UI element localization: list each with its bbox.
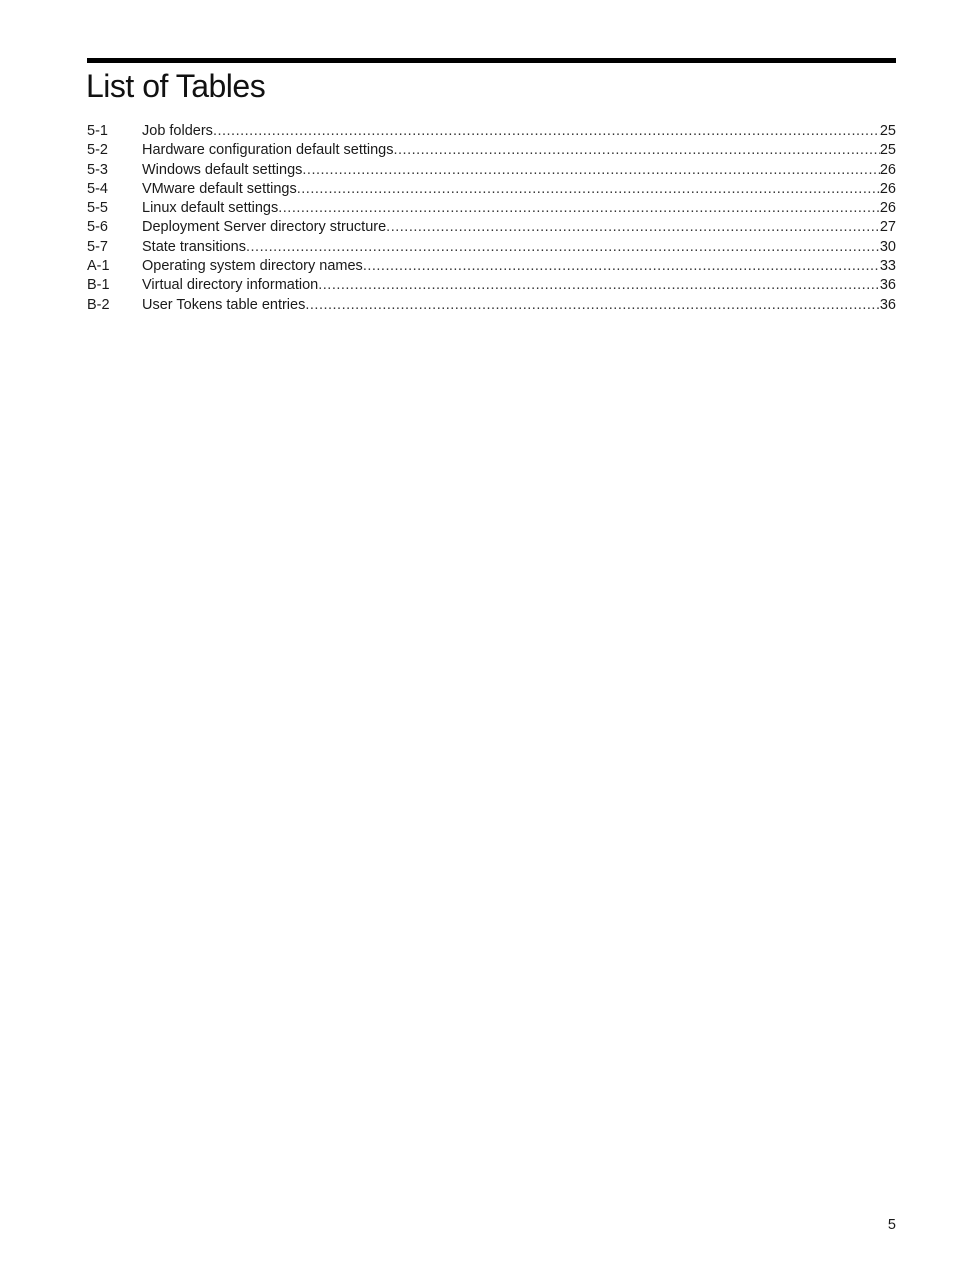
- dot-leader: [302, 161, 879, 180]
- toc-entry-page: 26: [879, 180, 896, 197]
- page-number: 5: [887, 1217, 896, 1233]
- toc-entry-label: VMware default settings: [142, 180, 297, 197]
- dot-leader: [246, 238, 880, 257]
- toc-entry-page: 33: [879, 258, 896, 275]
- toc-entry-number: 5-5: [87, 200, 108, 217]
- dot-leader: [393, 141, 879, 160]
- toc-entry-5-5[interactable]: [87, 199, 896, 218]
- list-of-tables: [87, 122, 896, 315]
- toc-entry-5-4[interactable]: [87, 180, 896, 199]
- dot-leader: [278, 199, 880, 218]
- toc-entry-page: 26: [879, 161, 896, 178]
- toc-entry-page: 27: [879, 219, 896, 236]
- toc-entry-5-2[interactable]: [87, 141, 896, 160]
- toc-entry-number: 5-3: [87, 161, 108, 178]
- toc-entry-label: Virtual directory information: [142, 277, 319, 294]
- toc-entry-5-1[interactable]: [87, 122, 896, 141]
- page-title: List of Tables: [86, 68, 266, 104]
- toc-entry-b-2[interactable]: [87, 296, 896, 315]
- toc-entry-label: Windows default settings: [142, 161, 303, 178]
- toc-entry-number: A-1: [87, 258, 110, 275]
- toc-entry-label: Hardware configuration default settings: [142, 142, 394, 159]
- toc-entry-label: Job folders: [142, 123, 213, 139]
- toc-entry-label: Deployment Server directory structure: [142, 219, 387, 236]
- dot-leader: [305, 296, 880, 315]
- toc-entry-page: 30: [879, 238, 896, 255]
- toc-entry-number: 5-7: [87, 238, 108, 255]
- toc-entry-label: Linux default settings: [142, 200, 279, 217]
- toc-entry-number: 5-4: [87, 180, 108, 197]
- toc-entry-page: 36: [879, 296, 896, 313]
- toc-entry-label: Operating system directory names: [142, 258, 363, 275]
- toc-entry-number: B-1: [87, 277, 110, 294]
- toc-entry-b-1[interactable]: [87, 276, 896, 295]
- dot-leader: [318, 276, 880, 295]
- toc-entry-number: 5-2: [87, 142, 108, 159]
- toc-entry-number: 5-6: [87, 219, 108, 236]
- toc-entry-number: B-2: [87, 296, 110, 313]
- dot-leader: [297, 180, 880, 199]
- toc-entry-page: 25: [879, 123, 896, 139]
- toc-entry-label: User Tokens table entries: [142, 296, 306, 313]
- toc-entry-label: State transitions: [142, 238, 246, 255]
- toc-entry-page: 25: [879, 142, 896, 159]
- toc-entry-5-7[interactable]: [87, 238, 896, 257]
- toc-entry-a-1[interactable]: [87, 257, 896, 276]
- dot-leader: [213, 122, 880, 141]
- top-rule: [87, 58, 896, 63]
- toc-entry-page: 26: [879, 200, 896, 217]
- toc-entry-page: 36: [879, 277, 896, 294]
- dot-leader: [363, 257, 880, 276]
- toc-entry-number: 5-1: [87, 123, 108, 139]
- dot-leader: [386, 218, 880, 237]
- toc-entry-5-3[interactable]: [87, 161, 896, 180]
- toc-entry-5-6[interactable]: [87, 218, 896, 237]
